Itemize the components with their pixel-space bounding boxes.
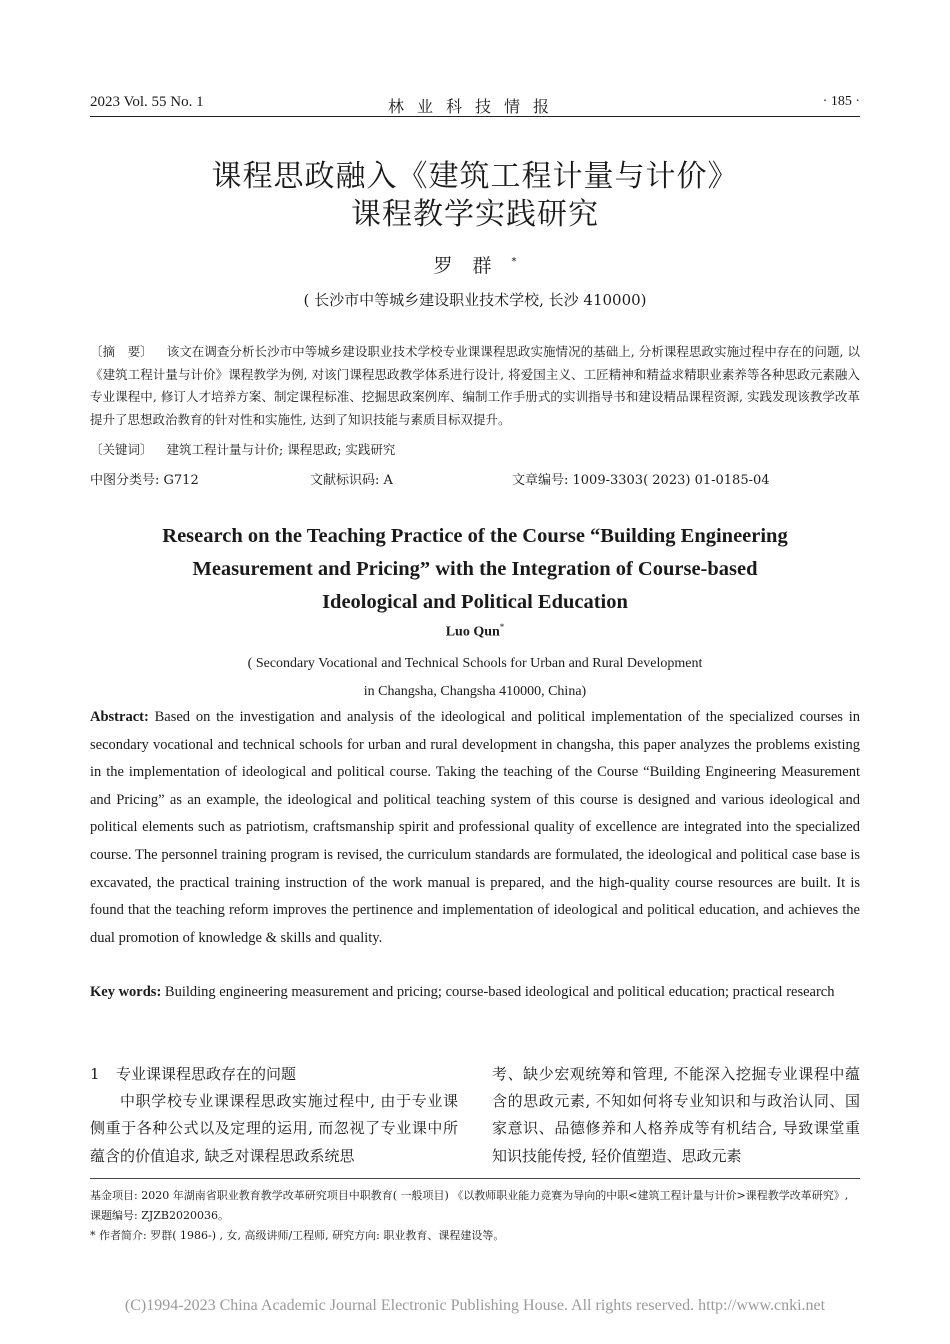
author-footnote-mark: * <box>511 256 517 268</box>
clc-number: 中图分类号: G712 <box>90 473 199 488</box>
english-title-line-2: Measurement and Pricing” with the Integration of Course-based <box>192 558 758 580</box>
running-header <box>90 94 860 117</box>
english-abstract <box>90 704 860 952</box>
english-title <box>90 520 860 619</box>
english-title-line-1: Research on the Teaching Practice of the Course “Building Engineering <box>162 525 788 547</box>
english-author-mark: * <box>499 622 505 632</box>
chinese-abstract <box>90 341 860 431</box>
english-author-name: Luo Qun <box>445 624 500 640</box>
english-affiliation-line-2: in Changsha, Changsha 410000, China) <box>363 684 587 699</box>
english-author <box>0 622 950 641</box>
english-affiliation <box>90 650 860 706</box>
chinese-keywords-text: 建筑工程计量与计价; 课程思政; 实践研究 <box>166 442 396 457</box>
footnote-divider <box>90 1178 860 1179</box>
chinese-author <box>0 251 950 278</box>
body-column-left <box>90 1061 458 1170</box>
footnotes <box>90 1186 860 1246</box>
chinese-title-line-1: 课程思政融入《建筑工程计量与计价》 <box>211 159 739 194</box>
english-affiliation-line-1: ( Secondary Vocational and Technical Schools for Urban and Rural Development <box>247 656 703 671</box>
copyright-watermark: (C)1994-2023 China Academic Journal Electronic Publishing House. All rights reserved. http://www.cnki.net <box>124 1297 826 1314</box>
funding-footnote: 基金项目: 2020 年湖南省职业教育教学改革研究项目中职教育( 一般项目) 《以教师职业能力竞赛为导向的中职<建筑工程计量与计价>课程教学改革研究》, 课题编号: ZJZB2020036。 <box>90 1189 849 1222</box>
section-title: 专业课课程思政存在的问题 <box>116 1065 297 1083</box>
page-number: · 185 · <box>822 94 860 109</box>
chinese-title-line-2: 课程教学实践研究 <box>351 197 599 232</box>
chinese-keywords <box>90 440 860 458</box>
chinese-keywords-label: 〔关键词〕 <box>90 442 153 457</box>
section-heading <box>90 1061 458 1088</box>
english-keywords <box>90 979 860 1007</box>
article-number: 文章编号: 1009-3303( 2023) 01-0185-04 <box>512 473 770 488</box>
english-abstract-text: Based on the investigation and analysis of the ideological and political implementation of the specialized courses in secondary vocational and technical schools for urban and rural development in changsha, this paper analyzes the problems existing in the implementation of ideological and political course. Taking the teaching of the Course “Building Engineering Measurement and Pricing” as an example, the ideological and political teaching system of this course is designed and various ideological and political elements such as patriotism, craftsmanship spirit and professional quality of excellence are integrated into the specialized course. The personnel training program is revised, the curriculum standards are formulated, the ideological and political case base is excavated, the practical training instruction of the work manual is prepared, and the high-quality course resources are built. It is found that the teaching reform improves the pertinence and implementation of ideological and political education, and achieves the dual promotion of knowledge & skills and quality. <box>90 709 860 946</box>
english-abstract-label: Abstract: <box>90 709 149 725</box>
chinese-abstract-text: 该文在调查分析长沙市中等城乡建设职业技术学校专业课课程思政实施情况的基础上, 分析课程思政实施过程中存在的问题, 以《建筑工程计量与计价》课程教学为例, 对该门课程思政教学体系进行设计, 将爱国主义、工匠精神和精益求精职业素养等各种思政元素融入专业课程中, 修订人才培养方案、制定课程标准、挖掘思政案例库、编制工作手册式的实训指导书和建设精品课程资源, 实践发现该教学改革提升了思想政治教育的针对性和实施性, 达到了知识技能与素质目标双提升。 <box>90 344 860 427</box>
author-bio-footnote: * 作者简介: 罗群( 1986-) , 女, 高级讲师/工程师, 研究方向: 职业教育、课程建设等。 <box>90 1229 505 1242</box>
document-code: 文献标识码: A <box>310 473 393 488</box>
chinese-abstract-label: 〔摘 要〕 <box>90 344 153 359</box>
chinese-affiliation: ( 长沙市中等城乡建设职业技术学校, 长沙 410000) <box>303 291 647 309</box>
issue-info: 2023 Vol. 55 No. 1 <box>90 94 204 110</box>
chinese-title <box>90 158 860 234</box>
english-keywords-text: Building engineering measurement and pricing; course-based ideological and political education; practical research <box>164 984 835 1000</box>
classification-line <box>90 469 860 489</box>
chinese-author-name: 罗群 <box>433 255 512 277</box>
english-keywords-label: Key words: <box>90 984 162 1000</box>
body-paragraph-left: 中职学校专业课课程思政实施过程中, 由于专业课侧重于各种公式以及定理的运用, 而忽视了专业课中所蕴含的价值追求, 缺乏对课程思政系统思 <box>90 1092 458 1165</box>
journal-name: 林业科技情报 <box>387 97 562 116</box>
section-number: 1 <box>90 1065 100 1083</box>
english-title-line-3: Ideological and Political Education <box>322 591 628 613</box>
body-paragraph-right: 考、缺少宏观统筹和管理, 不能深入挖掘专业课程中蕴含的思政元素, 不知如何将专业知识和与政治认同、国家意识、品德修养和人格养成等有机结合, 导致课堂重知识技能传授, 轻价值塑造、思政元素 <box>492 1065 860 1165</box>
body-column-right <box>492 1061 860 1170</box>
